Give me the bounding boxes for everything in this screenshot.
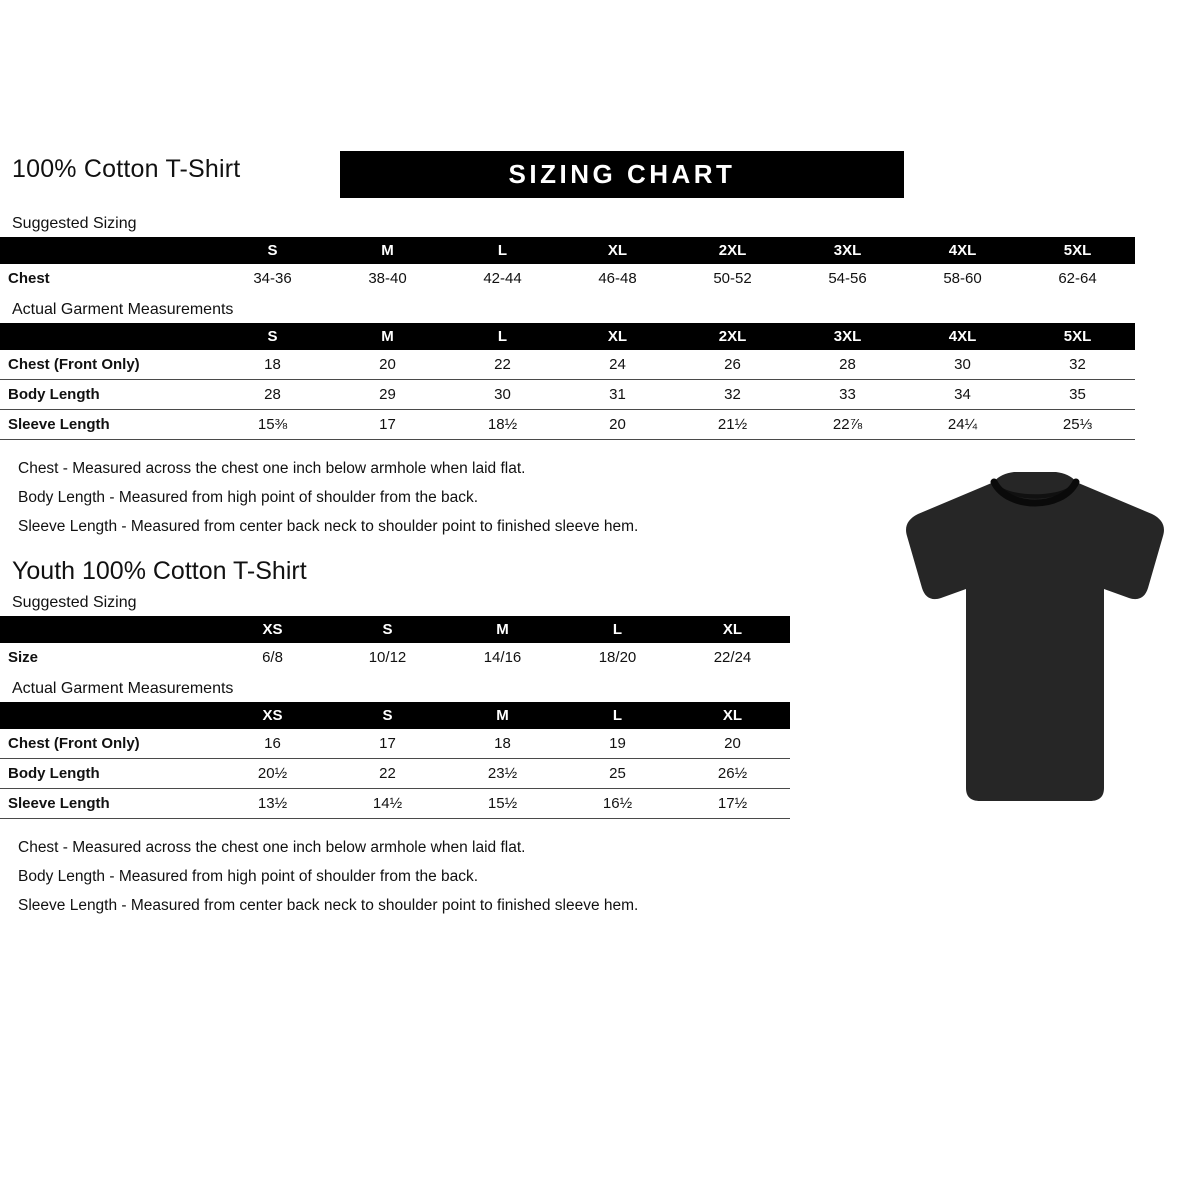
header-cell-3xl: 3XL bbox=[833, 242, 862, 259]
header-cell-5xl: 5XL bbox=[1063, 328, 1092, 345]
cell-chestfront-l: 22 bbox=[445, 350, 560, 380]
cell-chestfront-xl: 24 bbox=[560, 350, 675, 380]
cell-chestfront-xl: 20 bbox=[675, 729, 790, 759]
cell-chestfront-s: 18 bbox=[215, 350, 330, 380]
table-row bbox=[0, 380, 1135, 410]
cell-chest-3xl: 54-56 bbox=[828, 270, 867, 287]
cell-chestfront-l: 19 bbox=[560, 729, 675, 759]
header-cell-s: S bbox=[382, 621, 393, 638]
row-label-sleeve-length: Sleeve Length bbox=[0, 410, 215, 440]
cell-chestfront-4xl: 30 bbox=[905, 350, 1020, 380]
header-cell-5xl: 5XL bbox=[1063, 242, 1092, 259]
cell-chestfront-3xl: 28 bbox=[790, 350, 905, 380]
row-label-sleeve-length: Sleeve Length bbox=[0, 789, 215, 819]
row-label-body-length: Body Length bbox=[0, 759, 215, 789]
header-cell-xl: XL bbox=[722, 621, 743, 638]
adult-actual-measurements-label: Actual Garment Measurements bbox=[12, 301, 234, 318]
cell-size-m: 14/16 bbox=[483, 649, 522, 666]
table-header-row bbox=[0, 237, 1135, 264]
table-row bbox=[0, 643, 790, 672]
header-cell-s: S bbox=[267, 242, 278, 259]
cell-bodylength-2xl: 32 bbox=[675, 380, 790, 410]
header-cell-l: L bbox=[497, 328, 508, 345]
cell-sleeve-5xl: 25⅓ bbox=[1020, 410, 1135, 440]
cell-size-xs: 6/8 bbox=[262, 649, 283, 666]
row-label-body-length: Body Length bbox=[0, 380, 215, 410]
header-cell-m: M bbox=[381, 242, 394, 259]
cell-sleeve-l: 18½ bbox=[445, 410, 560, 440]
table-row bbox=[0, 729, 790, 759]
cell-size-s: 10/12 bbox=[368, 649, 407, 666]
cell-chest-4xl: 58-60 bbox=[943, 270, 982, 287]
header-row bbox=[0, 155, 1200, 207]
cell-bodylength-m: 29 bbox=[330, 380, 445, 410]
cell-chest-l: 42-44 bbox=[483, 270, 522, 287]
cell-chestfront-m: 18 bbox=[445, 729, 560, 759]
adult-suggested-sizing-table bbox=[0, 237, 1135, 293]
cell-sleeve-s: 14½ bbox=[330, 789, 445, 819]
note-body-length: Body Length - Measured from high point of shoulder from the back. bbox=[18, 489, 479, 506]
header-cell-l: L bbox=[612, 621, 623, 638]
cell-bodylength-s: 28 bbox=[215, 380, 330, 410]
header-cell-3xl: 3XL bbox=[833, 328, 862, 345]
adult-actual-measurements-table bbox=[0, 323, 1135, 440]
cell-bodylength-l: 25 bbox=[560, 759, 675, 789]
header-cell-2xl: 2XL bbox=[718, 242, 747, 259]
adult-suggested-sizing-label: Suggested Sizing bbox=[12, 215, 137, 232]
cell-sleeve-3xl: 22⅞ bbox=[790, 410, 905, 440]
note-sleeve-length: Sleeve Length - Measured from center back neck to shoulder point to finished sleeve hem. bbox=[18, 897, 639, 914]
cell-bodylength-l: 30 bbox=[445, 380, 560, 410]
youth-section-title: Youth 100% Cotton T-Shirt bbox=[12, 557, 307, 585]
header-cell-m: M bbox=[381, 328, 394, 345]
table-row bbox=[0, 264, 1135, 293]
cell-sleeve-s: 15⅜ bbox=[215, 410, 330, 440]
header-cell-blank bbox=[0, 323, 215, 350]
youth-suggested-sizing-table bbox=[0, 616, 790, 672]
header-cell-xl: XL bbox=[722, 707, 743, 724]
tshirt-icon bbox=[890, 470, 1180, 810]
note-body-length: Body Length - Measured from high point of shoulder from the back. bbox=[18, 868, 479, 885]
header-cell-m: M bbox=[496, 621, 509, 638]
table-row bbox=[0, 410, 1135, 440]
youth-actual-measurements-label: Actual Garment Measurements bbox=[12, 680, 234, 697]
cell-bodylength-xs: 20½ bbox=[215, 759, 330, 789]
header-cell-4xl: 4XL bbox=[948, 242, 977, 259]
cell-bodylength-3xl: 33 bbox=[790, 380, 905, 410]
cell-sleeve-xl: 20 bbox=[560, 410, 675, 440]
cell-bodylength-s: 22 bbox=[330, 759, 445, 789]
cell-chestfront-m: 20 bbox=[330, 350, 445, 380]
cell-bodylength-5xl: 35 bbox=[1020, 380, 1135, 410]
cell-sleeve-m: 15½ bbox=[445, 789, 560, 819]
header-cell-xl: XL bbox=[607, 328, 628, 345]
cell-sleeve-xs: 13½ bbox=[215, 789, 330, 819]
header-cell-l: L bbox=[497, 242, 508, 259]
cell-chest-5xl: 62-64 bbox=[1058, 270, 1097, 287]
row-label-chest-front-only: Chest (Front Only) bbox=[0, 350, 215, 380]
cell-chest-s: 34-36 bbox=[253, 270, 292, 287]
table-header-row bbox=[0, 323, 1135, 350]
cell-sleeve-2xl: 21½ bbox=[675, 410, 790, 440]
header-cell-xs: XS bbox=[262, 707, 283, 724]
table-row bbox=[0, 759, 790, 789]
cell-bodylength-xl: 31 bbox=[560, 380, 675, 410]
table-header-row bbox=[0, 702, 790, 729]
page-title: 100% Cotton T-Shirt bbox=[12, 155, 241, 183]
note-chest: Chest - Measured across the chest one inch below armhole when laid flat. bbox=[18, 460, 526, 477]
header-cell-blank bbox=[0, 616, 215, 643]
header-cell-m: M bbox=[496, 707, 509, 724]
cell-bodylength-4xl: 34 bbox=[905, 380, 1020, 410]
cell-chest-xl: 46-48 bbox=[598, 270, 637, 287]
cell-chestfront-xs: 16 bbox=[215, 729, 330, 759]
cell-sleeve-m: 17 bbox=[330, 410, 445, 440]
youth-suggested-sizing-label: Suggested Sizing bbox=[12, 594, 137, 611]
youth-measurement-notes bbox=[18, 833, 1200, 920]
header-cell-s: S bbox=[382, 707, 393, 724]
header-cell-blank bbox=[0, 237, 215, 264]
cell-size-xl: 22/24 bbox=[713, 649, 752, 666]
header-cell-xs: XS bbox=[262, 621, 283, 638]
header-cell-2xl: 2XL bbox=[718, 328, 747, 345]
sizing-chart-banner: SIZING CHART bbox=[340, 151, 904, 198]
header-cell-l: L bbox=[612, 707, 623, 724]
header-cell-blank bbox=[0, 702, 215, 729]
cell-sleeve-4xl: 24¼ bbox=[905, 410, 1020, 440]
cell-sleeve-l: 16½ bbox=[560, 789, 675, 819]
row-label-chest-front-only: Chest (Front Only) bbox=[0, 729, 215, 759]
cell-chestfront-s: 17 bbox=[330, 729, 445, 759]
note-sleeve-length: Sleeve Length - Measured from center back neck to shoulder point to finished sleeve hem. bbox=[18, 518, 639, 535]
cell-size-l: 18/20 bbox=[598, 649, 637, 666]
cell-chest-m: 38-40 bbox=[368, 270, 407, 287]
cell-chestfront-5xl: 32 bbox=[1020, 350, 1135, 380]
cell-sleeve-xl: 17½ bbox=[675, 789, 790, 819]
table-row bbox=[0, 350, 1135, 380]
table-header-row bbox=[0, 616, 790, 643]
youth-actual-measurements-table bbox=[0, 702, 790, 819]
header-cell-xl: XL bbox=[607, 242, 628, 259]
cell-chestfront-2xl: 26 bbox=[675, 350, 790, 380]
row-label-chest: Chest bbox=[8, 270, 50, 287]
table-row bbox=[0, 789, 790, 819]
header-cell-s: S bbox=[267, 328, 278, 345]
note-chest: Chest - Measured across the chest one inch below armhole when laid flat. bbox=[18, 839, 526, 856]
cell-bodylength-m: 23½ bbox=[445, 759, 560, 789]
tshirt-illustration bbox=[890, 470, 1180, 810]
row-label-size: Size bbox=[8, 649, 39, 666]
header-cell-4xl: 4XL bbox=[948, 328, 977, 345]
cell-bodylength-xl: 26½ bbox=[675, 759, 790, 789]
cell-chest-2xl: 50-52 bbox=[713, 270, 752, 287]
